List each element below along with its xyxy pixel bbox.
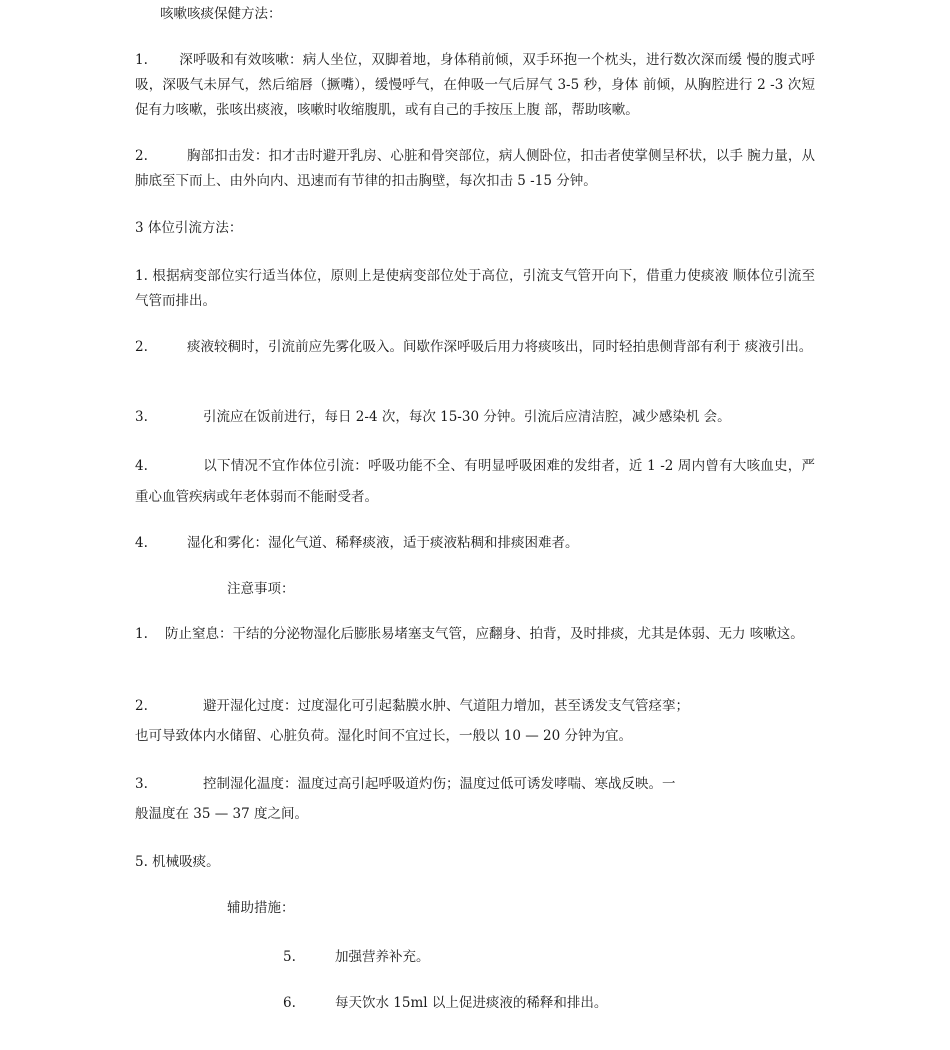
paragraph-text: 控制湿化温度：温度过高引起呼吸道灼伤；温度过低可诱发哮喘、寒战反映。一 — [203, 776, 676, 792]
item-number: 3. — [135, 776, 148, 792]
paragraph-note-2-line-2: 也可导致体内水储留、心脏负荷。湿化时间不宜过长，一般以 10 — 20 分钟为宜。 — [135, 728, 633, 744]
paragraph-text: 深呼吸和有效咳嗽：病人坐位，双脚着地，身体稍前倾，双手环抱一个枕头，进行数次深而缓 慢的腹式呼吸，深吸气未屏气，然后缩唇（撅嘴），缓慢呼气，在伸吸一气后屏气 3-5 秒，身体 前倾，从胸腔进行 2 -3 次短促有力咳嗽，张咳出痰液，咳嗽时收缩腹肌，或有自己的手按压上腹 部，帮助咳嗽。 — [135, 52, 815, 118]
list-item-water-intake — [283, 993, 607, 1013]
page-title: 咳嗽咳痰保健方法： — [160, 6, 282, 22]
paragraph-drainage-2 — [135, 335, 815, 360]
item-number: 2. — [135, 339, 148, 355]
paragraph-humidification — [135, 533, 579, 553]
section-heading-auxiliary: 辅助措施： — [227, 900, 295, 916]
paragraph-note-1 — [135, 622, 815, 647]
paragraph-text: 湿化和雾化：湿化气道、稀释痰液，适于痰液粘稠和排痰困难者。 — [187, 535, 579, 551]
item-number: 3. — [135, 409, 148, 425]
item-number: 1. — [135, 52, 148, 68]
item-number: 2. — [135, 148, 148, 164]
item-number: 2. — [135, 698, 148, 714]
paragraph-drainage-1: 1. 根据病变部位实行适当体位，原则上是使病变部位处于高位，引流支气管开向下，借重力使痰液 顺体位引流至气管而排出。 — [135, 268, 815, 309]
paragraph-text: 避开湿化过度：过度湿化可引起黏膜水肿、气道阻力增加，甚至诱发支气管痉挛； — [203, 698, 689, 714]
paragraph-drainage-3 — [135, 407, 731, 427]
item-number: 6. — [283, 995, 296, 1011]
item-number: 4. — [135, 535, 148, 551]
paragraph-text: 防止窒息：干结的分泌物湿化后膨胀易堵塞支气管，应翻身、拍背，及时排痰，尤其是体弱、无力 咳嗽这。 — [165, 626, 804, 642]
paragraph-drainage-4 — [135, 451, 815, 513]
paragraph-mechanical-suction: 5. 机械吸痰。 — [135, 854, 220, 870]
list-item-text: 加强营养补充。 — [335, 949, 430, 965]
item-number: 5. — [283, 949, 296, 965]
list-item-nutrition — [283, 947, 430, 967]
paragraph-note-3-line-2: 般温度在 35 — 37 度之间。 — [135, 806, 309, 822]
section-heading-notes: 注意事项： — [227, 581, 295, 597]
item-number: 1. — [135, 626, 148, 642]
paragraph-deep-breathing — [135, 48, 815, 123]
paragraph-text: 引流应在饭前进行，每日 2-4 次，每次 15-30 分钟。引流后应清洁腔，减少感染机 会。 — [203, 409, 731, 425]
paragraph-note-2-line-1 — [135, 696, 689, 716]
paragraph-text: 痰液较稠时，引流前应先雾化吸入。间歇作深呼吸后用力将痰咳出，同时轻拍患侧背部有利于 痰液引出。 — [187, 339, 813, 355]
paragraph-text: 胸部扣击发：扣才击时避开乳房、心脏和骨突部位，病人侧卧位，扣击者使掌侧呈杯状，以手 腕力量，从肺底至下而上、由外向内、迅速而有节律的扣击胸壁，每次扣击 5 -15 分钟。 — [135, 148, 815, 189]
section-heading-postural-drainage: 3 体位引流方法： — [135, 220, 243, 236]
list-item-text: 每天饮水 15ml 以上促进痰液的稀释和排出。 — [335, 995, 608, 1011]
paragraph-note-3-line-1 — [135, 774, 676, 794]
item-number: 4. — [135, 458, 148, 474]
paragraph-chest-percussion — [135, 144, 815, 194]
paragraph-text: 以下情况不宜作体位引流：呼吸功能不全、有明显呼吸困难的发绀者，近 1 -2 周内曾有大咳血史，严重心血管疾病或年老体弱而不能耐受者。 — [135, 458, 815, 505]
